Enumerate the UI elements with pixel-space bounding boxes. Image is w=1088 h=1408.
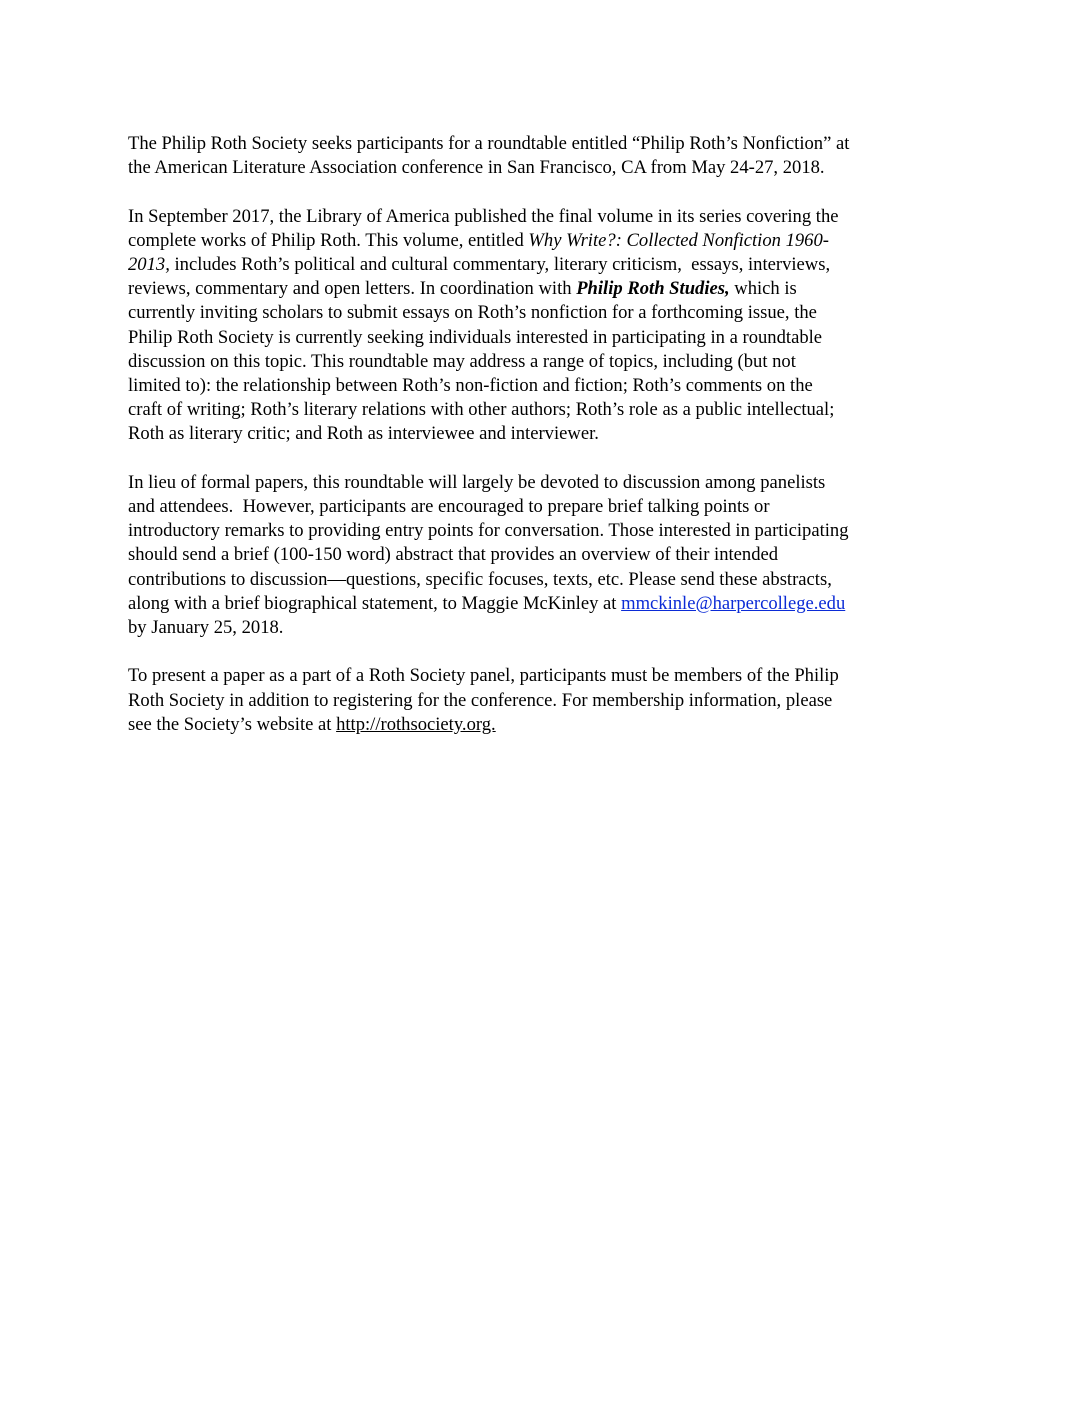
text-line: Roth Society in addition to registering for the conference. For membership information, please [128, 689, 833, 711]
text-line: introductory remarks to providing entry points for conversation. Those interested in participating [128, 520, 849, 542]
text-line: In lieu of formal papers, this roundtable will largely be devoted to discussion among panelists [128, 471, 826, 493]
membership-paragraph [128, 664, 963, 737]
journal-title: Philip Roth Studies, [576, 278, 730, 300]
intro-paragraph [128, 132, 963, 180]
text-segment: complete works of Philip Roth. This volume, entitled [128, 229, 529, 251]
text-line [128, 713, 963, 737]
document-page [128, 132, 963, 761]
book-title-year: 2013, [128, 254, 170, 275]
text-line: In September 2017, the Library of America published the final volume in its series covering the [128, 205, 839, 227]
text-line: currently inviting scholars to submit essays on Roth’s nonfiction for a forthcoming issue, the [128, 302, 817, 324]
text-segment: which is [729, 278, 797, 300]
text-line [128, 253, 963, 277]
text-segment: along with a brief biographical statement, to Maggie McKinley at [128, 592, 622, 614]
text-segment: includes Roth’s political and cultural commentary, literary criticism, essays, interviews, [169, 254, 831, 275]
text-line: by January 25, 2018. [128, 617, 284, 639]
text-segment: reviews, commentary and open letters. In coordination with [128, 278, 577, 300]
text-line: limited to): the relationship between Roth’s non-fiction and fiction; Roth’s comments on the [128, 375, 813, 397]
text-line: Philip Roth Society is currently seeking individuals interested in participating in a roundtable [128, 326, 823, 348]
text-line: and attendees. However, participants are encouraged to prepare brief talking points or [128, 496, 770, 518]
text-line [128, 592, 963, 616]
text-line: To present a paper as a part of a Roth Society panel, participants must be members of the Philip [128, 665, 839, 687]
background-paragraph [128, 205, 963, 447]
text-line: The Philip Roth Society seeks participants for a roundtable entitled “Philip Roth’s Nonfiction” at [128, 133, 850, 154]
society-website-link[interactable]: http://rothsociety.org. [336, 713, 496, 735]
text-line [128, 229, 963, 253]
contact-email-link[interactable]: mmckinle@harpercollege.edu [621, 592, 846, 614]
text-line: the American Literature Association conference in San Francisco, CA from May 24-27, 2018. [128, 157, 825, 179]
text-line [128, 277, 963, 301]
book-title: Why Write?: Collected Nonfiction 1960- [528, 229, 829, 251]
text-line: should send a brief (100-150 word) abstract that provides an overview of their intended [128, 544, 779, 566]
text-line: Roth as literary critic; and Roth as interviewee and interviewer. [128, 423, 599, 445]
text-line: discussion on this topic. This roundtable may address a range of topics, including (but not [128, 350, 796, 372]
text-line: contributions to discussion—questions, specific focuses, texts, etc. Please send these abstracts, [128, 568, 832, 590]
text-segment: see the Society’s website at [128, 713, 337, 735]
submission-paragraph [128, 471, 963, 640]
text-line: craft of writing; Roth’s literary relations with other authors; Roth’s role as a public intellectual; [128, 399, 835, 421]
